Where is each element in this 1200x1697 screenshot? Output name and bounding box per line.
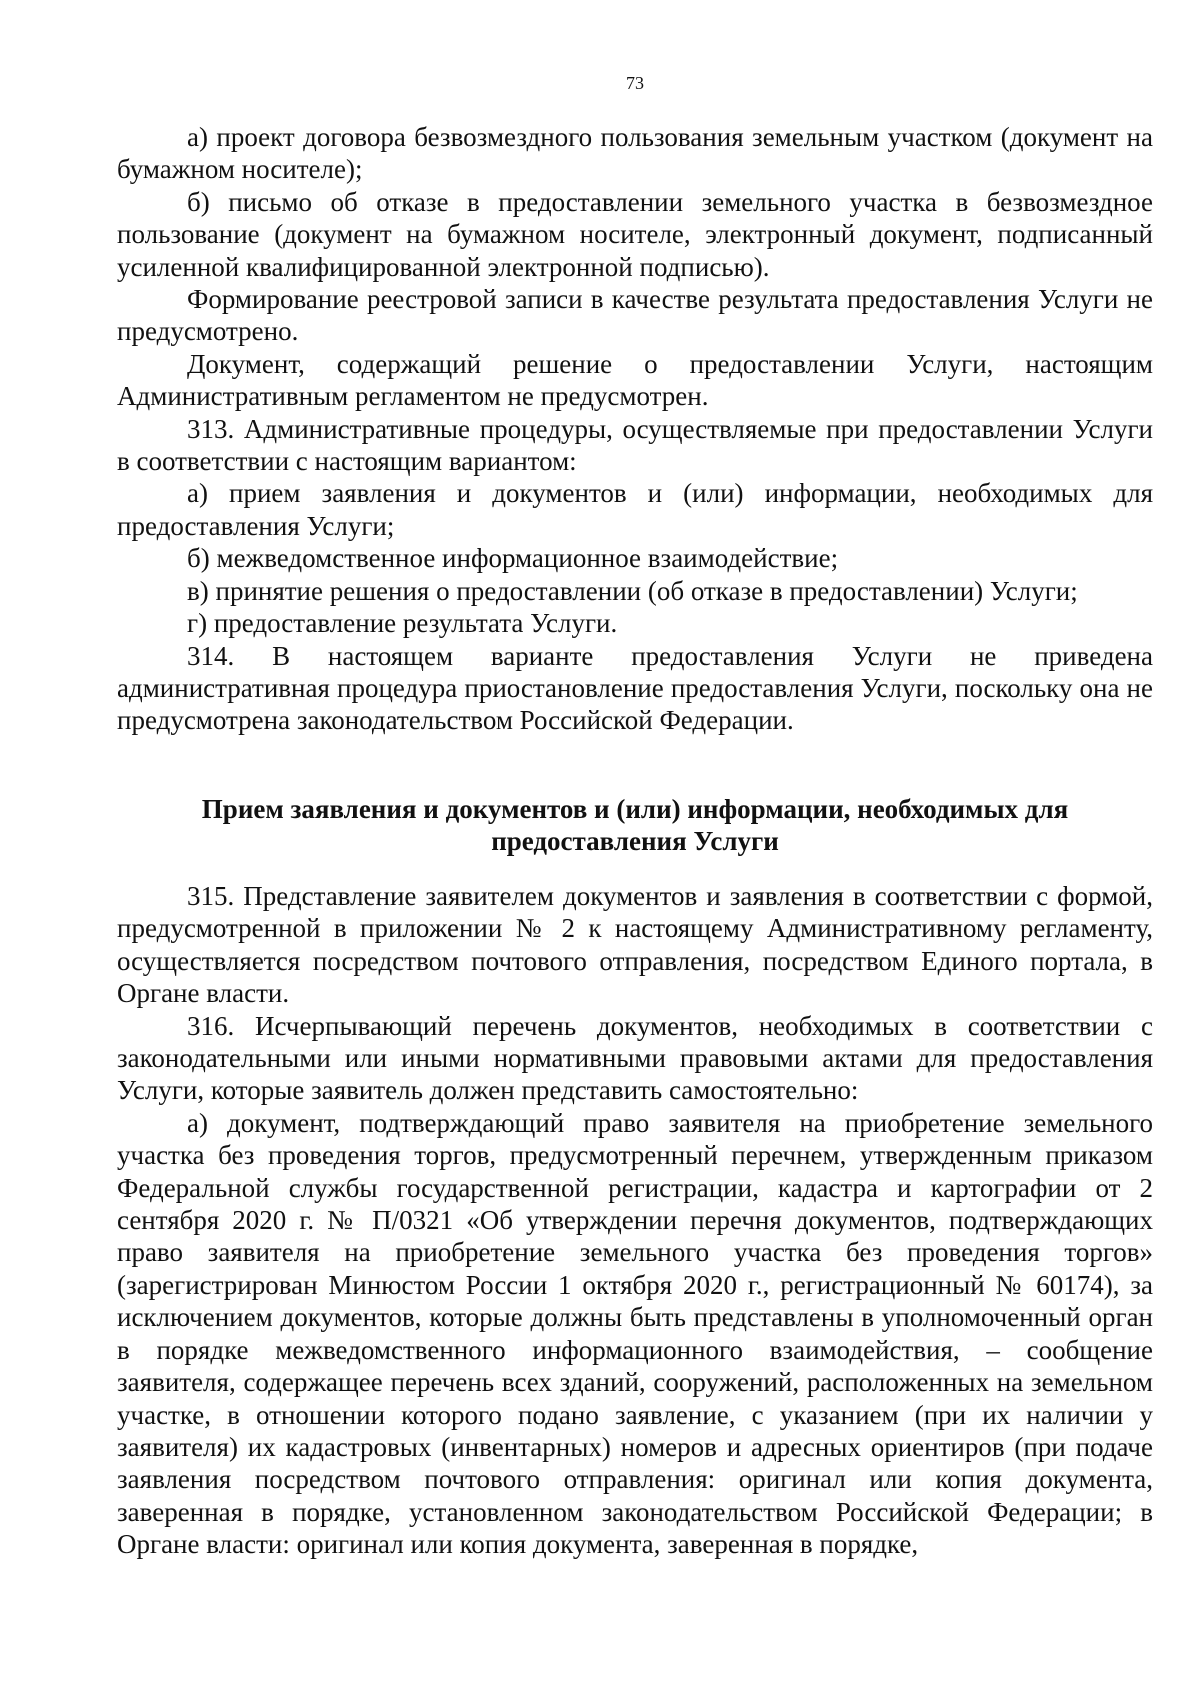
- paragraph: а) прием заявления и документов и (или) информации, необходимых для предоставления Услуги;: [117, 478, 1153, 541]
- paragraph: б) межведомственное информационное взаимодействие;: [187, 543, 839, 574]
- paragraph: г) предоставление результата Услуги.: [187, 608, 618, 639]
- paragraph: 316. Исчерпывающий перечень документов, необходимых в соответствии с законодательными или иными нормативными правовыми актами для предоставления Услуги, которые заявитель должен представить самостоятельно:: [117, 1010, 1153, 1106]
- paragraph: в) принятие решения о предоставлении (об отказе в предоставлении) Услуги;: [187, 575, 1078, 606]
- bottom-text-block: [117, 880, 1153, 1561]
- paragraph: а) документ, подтверждающий право заявителя на приобретение земельного участка без проведения торгов, предусмотренный перечнем, утвержденным приказом Федеральной службы государственной регистрации, кадастра и картографии от 2 сентября 2020 г. № П/0321 «Об утверждении перечня документов, подтверждающих право заявителя на приобретение земельного участка без проведения торгов» (зарегистрирован Минюстом России 1 октября 2020 г., регистрационный № 60174), за исключением документов, которые должны быть представлены в уполномоченный орган в порядке межведомственного информационного взаимодействия, – сообщение заявителя, содержащее перечень всех зданий, сооружений, расположенных на земельном участке, в отношении которого подано заявление, с указанием (при их наличии у заявителя) их кадастровых (инвентарных) номеров и адресных ориентиров (при подаче заявления посредством почтового отправления: оригинал или копия документа, заверенная в порядке, установленном законодательством Российской Федерации; в Органе власти: оригинал или копия документа, заверенная в порядке,: [117, 1107, 1153, 1560]
- paragraph: 315. Представление заявителем документов и заявления в соответствии с формой, предусмотренной в приложении № 2 к настоящему Административному регламенту, осуществляется посредством почтового отправления, посредством Единого портала, в Органе власти.: [117, 881, 1153, 1009]
- paragraph: Документ, содержащий решение о предоставлении Услуги, настоящим Административным регламентом не предусмотрен.: [117, 348, 1153, 412]
- paragraph: б) письмо об отказе в предоставлении земельного участка в безвозмездное пользование (документ на бумажном носителе, электронный документ, подписанный усиленной квалифицированной электронной подписью).: [117, 186, 1153, 282]
- paragraph: а) проект договора безвозмездного пользования земельным участком (документ на бумажном носителе);: [117, 122, 1153, 185]
- paragraph: 314. В настоящем варианте предоставления Услуги не приведена административная процедура приостановление предоставления Услуги, поскольку она не предусмотрена законодательством Российской Федерации.: [117, 640, 1153, 736]
- paragraph: 313. Административные процедуры, осуществляемые при предоставлении Услуги в соответствии с настоящим вариантом:: [117, 413, 1153, 477]
- top-text-block: [117, 121, 1153, 737]
- paragraph: Формирование реестровой записи в качестве результата предоставления Услуги не предусмотрено.: [117, 284, 1153, 347]
- section-heading: Прием заявления и документов и (или) информации, необходимых для предоставления Услуги: [201, 794, 1069, 856]
- page-number: 73: [626, 73, 644, 93]
